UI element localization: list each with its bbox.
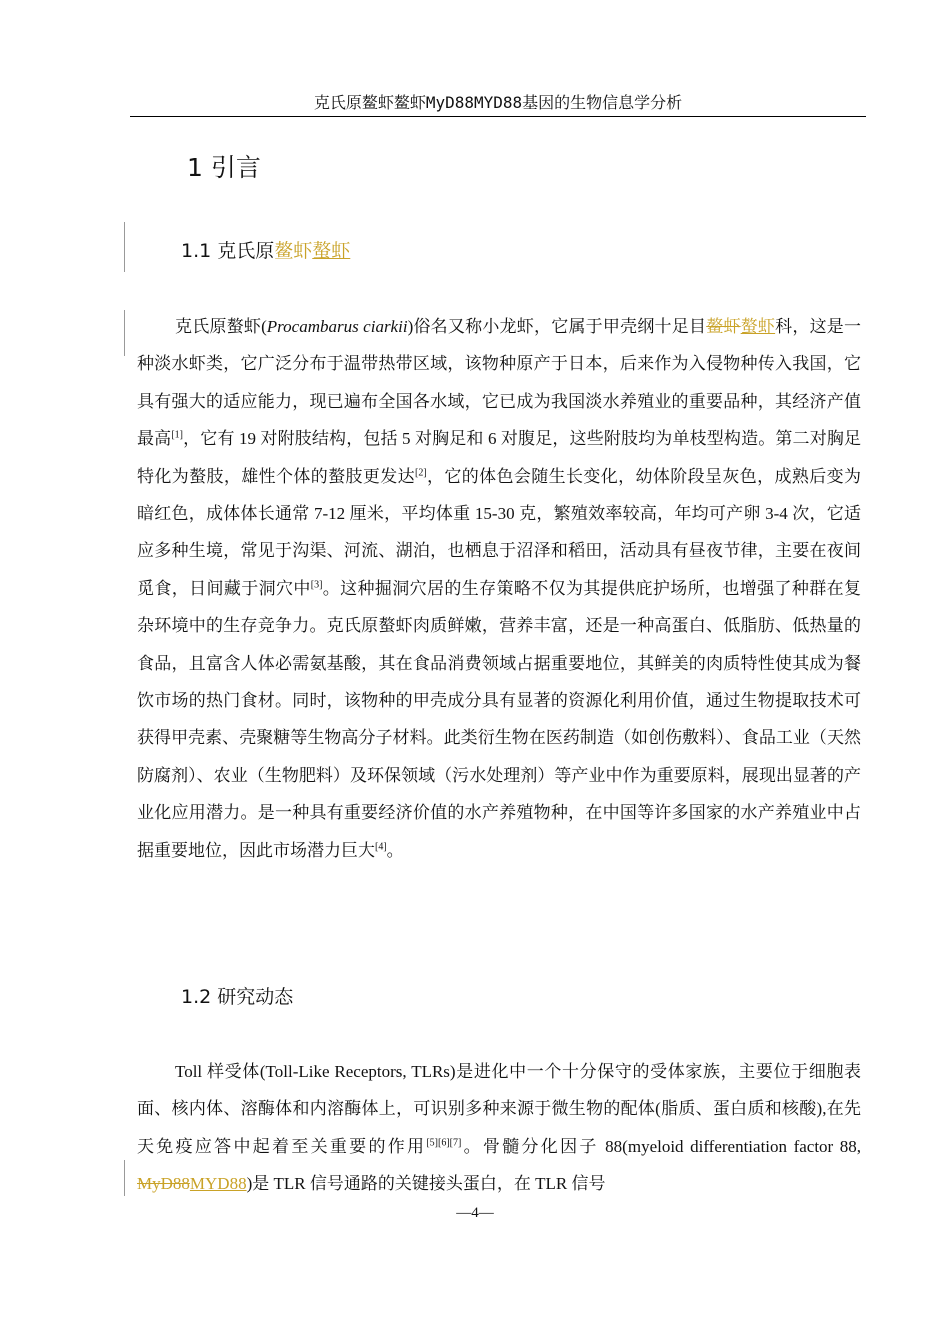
text: 。骨髓分化因子 88(myeloid differentiation factor 88, [461, 1136, 861, 1156]
citation: [2] [414, 466, 427, 478]
inserted-text: MYD88 [189, 1174, 247, 1194]
species-name: Procambarus ciarkii [266, 317, 408, 336]
revision-bar [124, 222, 125, 272]
citation: [1] [171, 429, 183, 441]
text: 克氏原螯虾( [175, 317, 267, 336]
text: 科，这是一种淡水虾类，它广泛分布于温带热带区域，该物种原产于日本，后来作为入侵物种传入我国，它具有强大的适应能力，现已遍布全国各水域，它已成为我国淡水养殖业的重要品种，其经济产值最高 [137, 317, 862, 449]
paragraph-2 [137, 1053, 861, 1203]
text: ，它的体色会随生长变化，幼体阶段呈灰色，成熟后变为暗红色，成体体长通常 7-12 厘米，平均体重 15-30 克，繁殖效率较高，年均可产卵 3-4 次，它适应多种生境，常见于沟渠、河流、湖泊，也栖息于沼泽和稻田，活动具有昼夜节律，主要在夜间觅食，日间藏于洞穴中 [137, 466, 862, 598]
section-1-heading: 1 引言 [187, 153, 261, 182]
deleted-text: 鳌虾 [274, 240, 313, 262]
page-number: —4— [456, 1205, 494, 1221]
citation: [5][6][7] [426, 1137, 462, 1149]
inserted-text: 螯虾 [740, 317, 776, 336]
citation: [4] [375, 841, 387, 853]
text: )是 TLR 信号通路的关键接头蛋白，在 TLR 信号 [246, 1174, 606, 1194]
header-title: 克氏原鳌虾鳌虾MyD88MYD88基因的生物信息学分析 [313, 93, 683, 112]
section-1-1-heading [181, 236, 350, 263]
inserted-text: 螯虾 [312, 240, 351, 262]
paragraph-1 [137, 308, 861, 869]
text: 。这种掘洞穴居的生存策略不仅为其提供庇护场所，也增强了种群在复杂环境中的生存竞争力。克氏原螯虾肉质鲜嫩，营养丰富，还是一种高蛋白、低脂肪、低热量的食品，且富含人体必需氨基酸，其在食品消费领域占据重要地位，其鲜美的肉质特性使其成为餐饮市场的热门食材。同时，该物种的甲壳成分具有显著的资源化利用价值，通过生物提取技术可获得甲壳素、壳聚糖等生物高分子材料。此类衍生物在医药制造（如创伤敷料）、食品工业（天然防腐剂）、农业（生物肥料）及环保领域（污水处理剂）等产业中作为重要原料，展现出显著的产业化应用潜力。是一种具有重要经济价值的水产养殖物种，在中国等许多国家的水产养殖业中占据重要地位，因此市场潜力巨大 [137, 578, 862, 860]
revision-bar [124, 310, 125, 356]
citation: [3] [310, 579, 323, 591]
text: ，它有 19 对附肢结构，包括 5 对胸足和 6 对腹足，这些附肢均为单枝型构造。第二对胸足特化为螯肢，雄性个体的螯肢更发达 [137, 429, 862, 486]
heading-text: 1.1 克氏原 [181, 240, 275, 262]
text: Toll 样受体(Toll-Like Receptors, TLRs)是进化中一个十分保守的受体家族，主要位于细胞表面、核内体、溶酶体和内溶酶体上，可识别多种来源于微生物的配体(脂质、蛋白质和核酸),在先天免疫应答中起着至关重要的作用 [137, 1062, 861, 1156]
revision-bar [124, 1160, 125, 1196]
text: )俗名又称小龙虾，它属于甲壳纲十足目 [407, 317, 707, 336]
deleted-text: MyD88 [137, 1174, 190, 1194]
deleted-text: 鳌虾 [706, 317, 741, 336]
text: 。 [386, 840, 404, 860]
page-header [130, 90, 866, 117]
section-1-2-heading: 1.2 研究动态 [181, 986, 294, 1008]
